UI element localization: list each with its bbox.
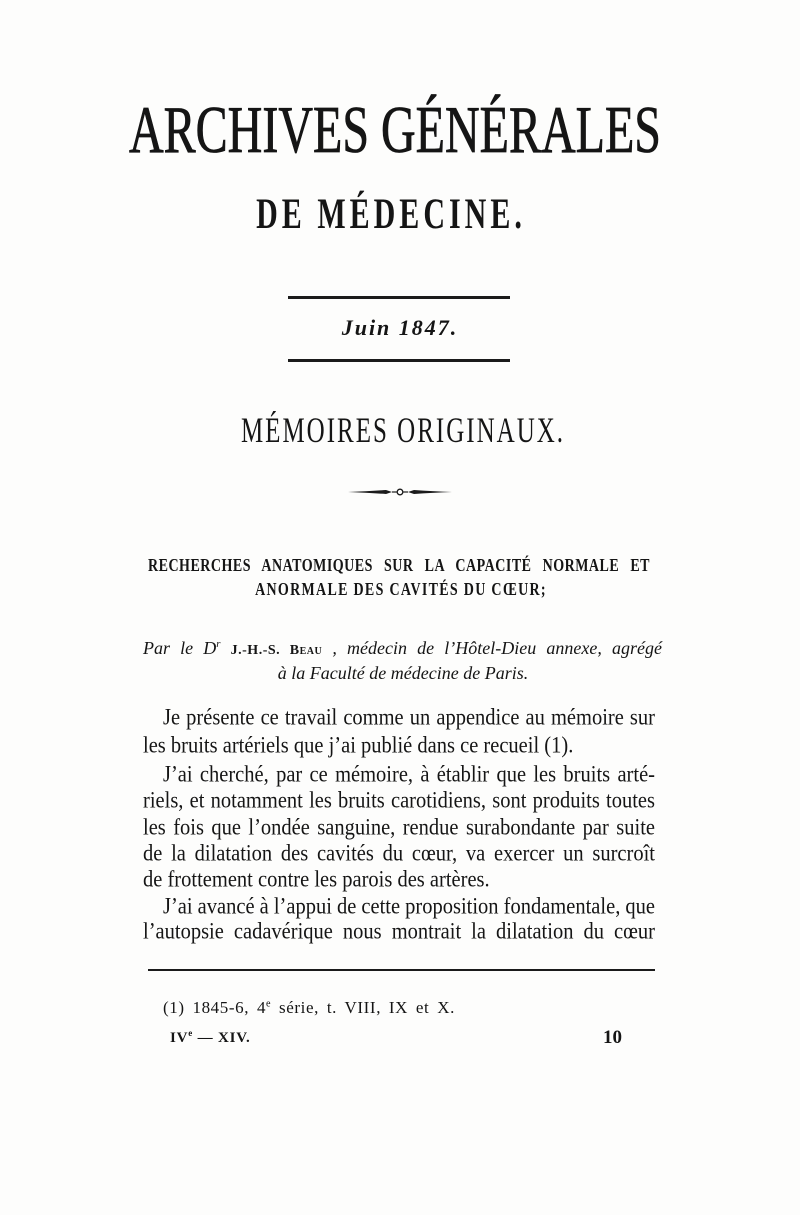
- body-line: J’ai cherché, par ce mémoire, à établir que les bruits arté-: [163, 762, 655, 788]
- signature-tome: — XIV.: [197, 1030, 251, 1046]
- byline-line-1: [143, 636, 662, 660]
- ornament-right-spindle: [408, 490, 452, 494]
- journal-subtitle: DE MÉDECINE.: [256, 190, 526, 239]
- body-line: de la dilatation des cavités du cœur, va exercer un surcroît: [143, 841, 655, 867]
- ornament-left-spindle: [348, 490, 392, 494]
- footnote-marker: (1): [163, 998, 185, 1017]
- byline-affiliation: , médecin de l’Hôtel-Dieu annexe, agrégé: [332, 638, 663, 658]
- byline-prefix-superscript: r: [216, 638, 221, 650]
- footnote-reference-rest: série, t. VIII, IX et X.: [279, 998, 455, 1017]
- body-line: les bruits artériels que j’ai publié dans ce recueil (1).: [143, 733, 574, 759]
- footnote-reference: 1845-6, 4: [192, 998, 267, 1017]
- page-number: 10: [603, 1027, 622, 1048]
- signature-superscript: e: [188, 1028, 194, 1038]
- signature-volume: IV: [170, 1030, 189, 1046]
- ornament-center-ring: [397, 489, 403, 495]
- body-line: les fois que l’ondée sanguine, rendue surabondante par suite: [143, 815, 655, 841]
- signature-mark: [170, 1027, 251, 1049]
- section-heading: MÉMOIRES ORIGINAUX.: [240, 411, 566, 451]
- footnote: [163, 997, 455, 1019]
- footnote-rule: [148, 969, 655, 971]
- body-line: Je présente ce travail comme un appendice au mémoire sur: [163, 705, 655, 731]
- masthead-rule-lower: [288, 359, 510, 362]
- article-title-line-1: RECHERCHES ANATOMIQUES SUR LA CAPACITÉ NORMALE ET: [148, 557, 650, 576]
- footnote-superscript: e: [266, 998, 272, 1010]
- article-title-line-2: ANORMALE DES CAVITÉS DU CŒUR;: [255, 581, 547, 600]
- journal-title: ARCHIVES GÉNÉRALES: [128, 93, 661, 168]
- byline-prefix: Par le D: [143, 638, 217, 658]
- author-name: J.-H.-S. Beau: [230, 643, 323, 658]
- ornament-divider: [348, 485, 452, 499]
- body-line: l’autopsie cadavérique nous montrait la dilatation du cœur: [143, 919, 655, 945]
- issue-date: Juin 1847.: [341, 315, 459, 340]
- byline-line-2: à la Faculté de médecine de Paris.: [277, 663, 529, 683]
- body-line: riels, et notamment les bruits carotidiens, sont produits toutes: [143, 788, 655, 814]
- masthead-rule-upper: [288, 296, 510, 299]
- body-line: J’ai avancé à l’appui de cette proposition fondamentale, que: [163, 894, 655, 920]
- body-line: de frottement contre les parois des artères.: [143, 867, 490, 893]
